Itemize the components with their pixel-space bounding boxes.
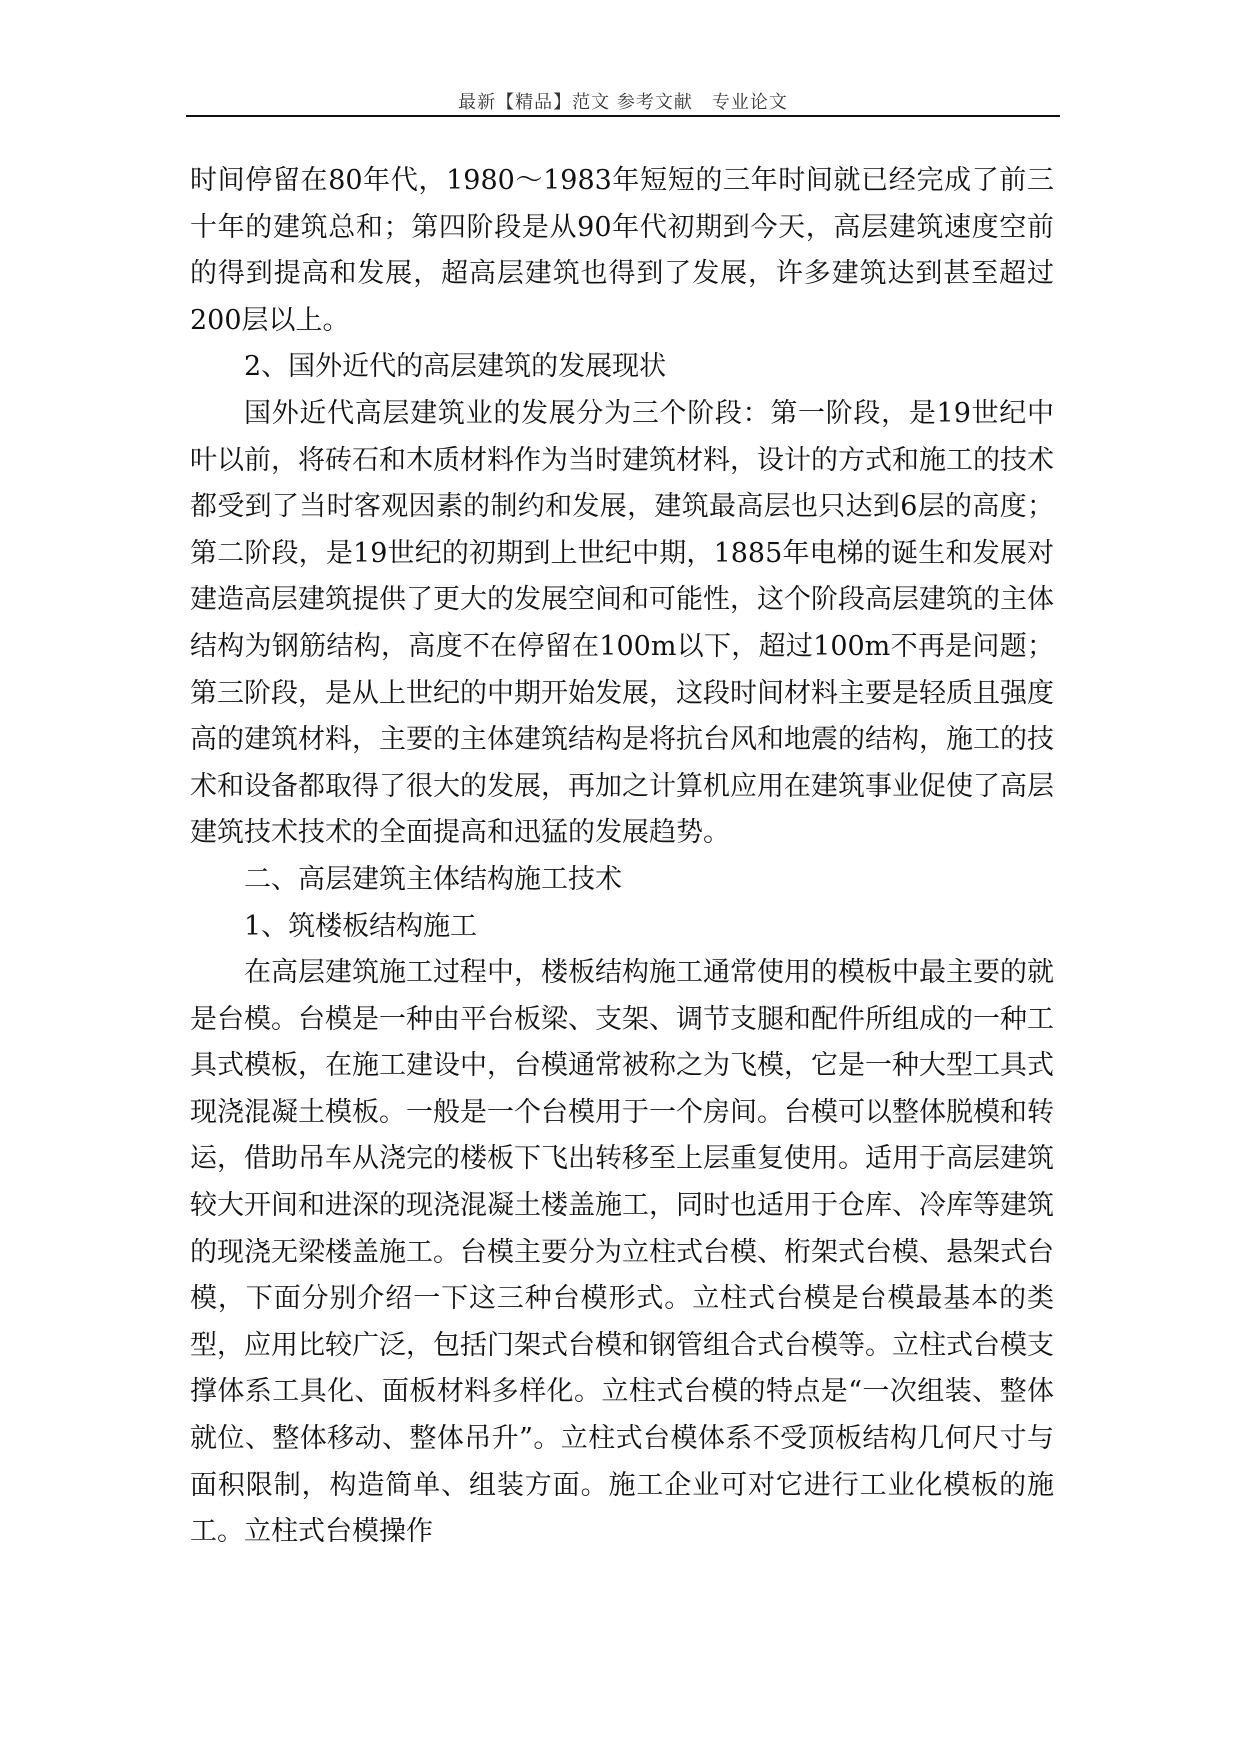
header-divider: [186, 115, 1060, 117]
paragraph-continuation: 时间停留在80年代，1980～1983年短短的三年时间就已经完成了前三十年的建筑总和；第四阶段是从90年代初期到今天，高层建筑速度空前的得到提高和发展，超高层建筑也得到了发展，许多建筑达到甚至超过200层以上。: [190, 165, 1054, 336]
document-body: [190, 158, 1054, 1556]
subsection-heading-floor-slab: 1、筑楼板结构施工: [244, 910, 478, 942]
paragraph-foreign-stages: 国外近代高层建筑业的发展分为三个阶段：第一阶段，是19世纪中叶以前，将砖石和木质材料作为当时建筑材料，设计的方式和施工的技术都受到了当时客观因素的制约和发展，建筑最高层也只达到6层的高度；第二阶段，是19世纪的初期到上世纪中期，1885年电梯的诞生和发展对建造高层建筑提供了更大的发展空间和可能性，这个阶段高层建筑的主体结构为钢筋结构，高度不在停留在100m以下，超过100m不再是问题；第三阶段，是从上世纪的中期开始发展，这段时间材料主要是轻质且强度高的建筑材料，主要的主体建筑结构是将抗台风和地震的结构，施工的技术和设备都取得了很大的发展，再加之计算机应用在建筑事业促使了高层建筑技术技术的全面提高和迅猛的发展趋势。: [190, 397, 1054, 849]
section-heading-main-structure: 二、高层建筑主体结构施工技术: [244, 863, 622, 895]
page-header: 最新【精品】范文 参考文献 专业论文: [458, 92, 788, 113]
paragraph-table-formwork: 在高层建筑施工过程中，楼板结构施工通常使用的模板中最主要的就是台模。台模是一种由平台板梁、支架、调节支腿和配件所组成的一种工具式模板，在施工建设中，台模通常被称之为飞模，它是一种大型工具式现浇混凝土模板。一般是一个台模用于一个房间。台模可以整体脱模和转运，借助吊车从浇完的楼板下飞出转移至上层重复使用。适用于高层建筑较大开间和进深的现浇混凝土楼盖施工，同时也适用于仓库、冷库等建筑的现浇无梁楼盖施工。台模主要分为立柱式台模、桁架式台模、悬架式台模，下面分别介绍一下这三种台模形式。立柱式台模是台模最基本的类型，应用比较广泛，包括门架式台模和钢管组合式台模等。立柱式台模支撑体系工具化、面板材料多样化。立柱式台模的特点是“一次组装、整体就位、整体移动、整体吊升”。立柱式台模体系不受顶板结构几何尺寸与面积限制，构造简单、组装方面。施工企业可对它进行工业化模板的施工。立柱式台模操作: [190, 957, 1054, 1548]
section-heading-foreign-development: 2、国外近代的高层建筑的发展现状: [244, 351, 667, 383]
